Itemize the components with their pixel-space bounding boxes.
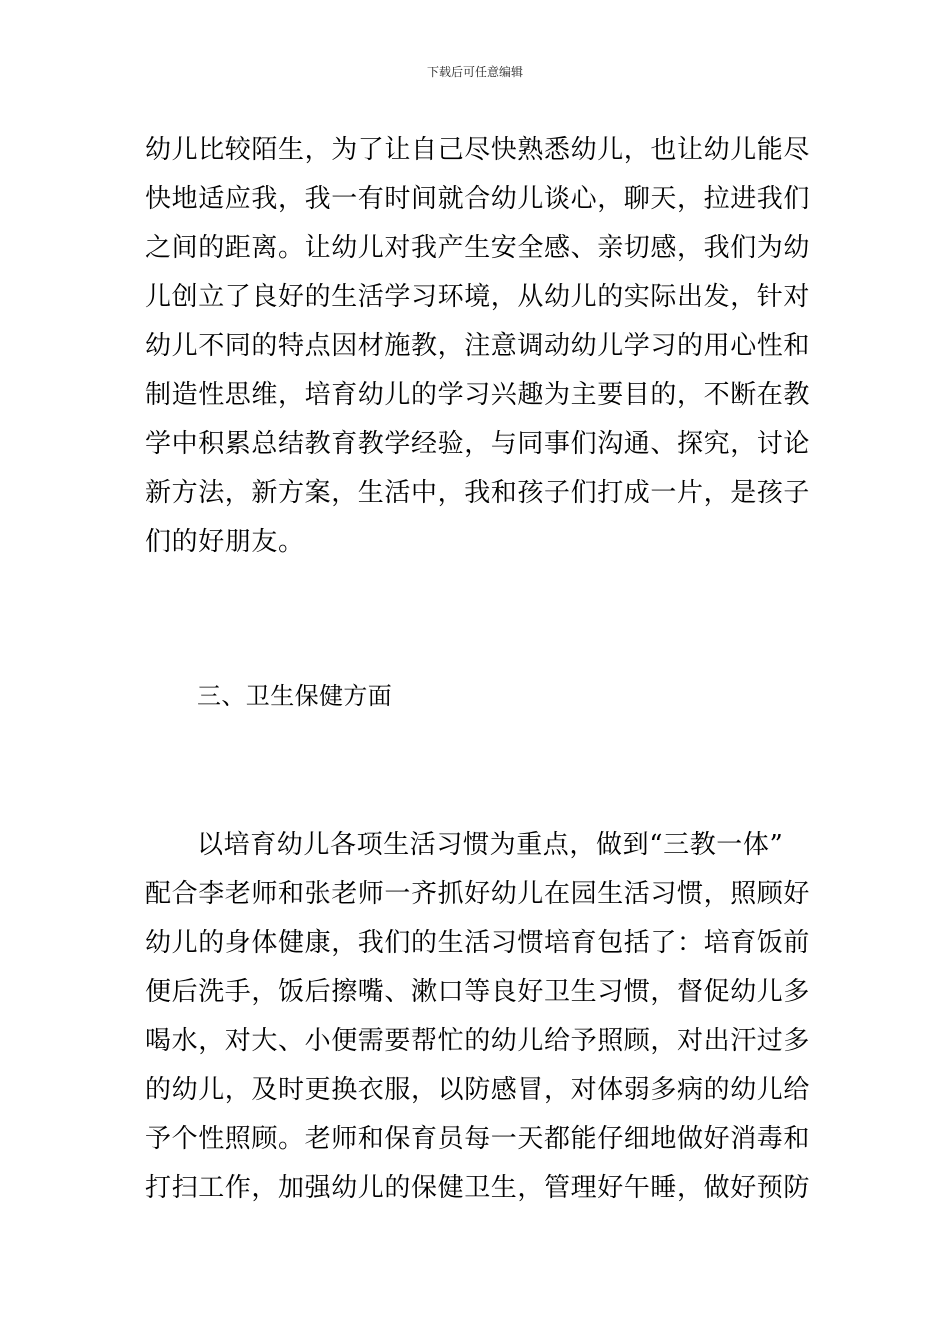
paragraph-line: 以培育幼儿各项生活习惯为重点，做到“三教一体” bbox=[197, 830, 784, 860]
paragraph-line: 的幼儿，及时更换衣服，以防感冒，对体弱多病的幼儿给 bbox=[145, 1075, 811, 1105]
paragraph-line: 配合李老师和张老师一齐抓好幼儿在园生活习惯，照顾好 bbox=[145, 879, 811, 909]
paragraph-line: 学中积累总结教育教学经验，与同事们沟通、探究，讨论 bbox=[145, 429, 811, 459]
paragraph-line: 喝水，对大、小便需要帮忙的幼儿给予照顾，对出汗过多 bbox=[145, 1026, 811, 1056]
paragraph-line: 幼儿的身体健康，我们的生活习惯培育包括了：培育饭前 bbox=[145, 928, 811, 958]
paragraph-line: 打扫工作，加强幼儿的保健卫生，管理好午睡，做好预防 bbox=[145, 1173, 811, 1203]
paragraph-line: 儿创立了良好的生活学习环境，从幼儿的实际出发，针对 bbox=[145, 282, 811, 312]
paragraph-line: 便后洗手，饭后擦嘴、漱口等良好卫生习惯，督促幼儿多 bbox=[145, 977, 811, 1007]
paragraph-line: 予个性照顾。老师和保育员每一天都能仔细地做好消毒和 bbox=[145, 1124, 811, 1154]
paragraph-line: 幼儿比较陌生，为了让自己尽快熟悉幼儿，也让幼儿能尽 bbox=[145, 135, 811, 165]
paragraph-line: 快地适应我，我一有时间就合幼儿谈心，聊天，拉进我们 bbox=[145, 184, 811, 214]
paragraph-line: 新方法，新方案，生活中，我和孩子们打成一片，是孩子 bbox=[145, 478, 811, 508]
paragraph-line: 幼儿不同的特点因材施教，注意调动幼儿学习的用心性和 bbox=[145, 331, 811, 361]
paragraph-line: 制造性思维，培育幼儿的学习兴趣为主要目的，不断在教 bbox=[145, 380, 811, 410]
paragraph-line: 之间的距离。让幼儿对我产生安全感、亲切感，我们为幼 bbox=[145, 233, 811, 263]
page-header-note: 下载后可任意编辑 bbox=[426, 65, 523, 79]
paragraph-line: 们的好朋友。 bbox=[145, 527, 305, 557]
section-heading-hygiene: 三、卫生保健方面 bbox=[197, 682, 393, 710]
